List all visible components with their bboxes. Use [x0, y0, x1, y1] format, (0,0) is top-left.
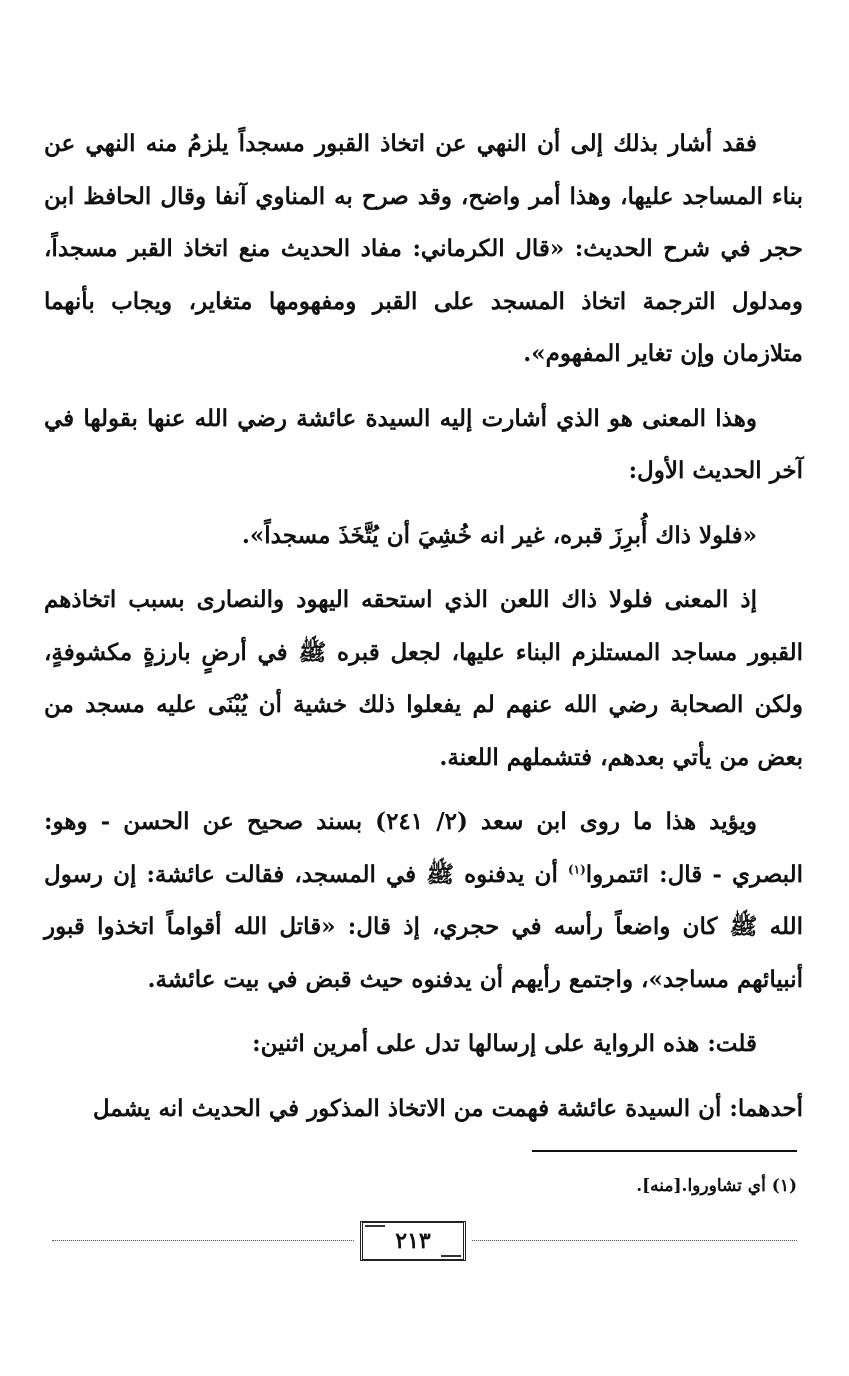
paragraph-5-part-1: ويؤيد هذا ما روى ابن سعد (٢/ ٢٤١) بسند صحيح عن الحسن - وهو: البصري - قال: ائتمروا	[44, 808, 803, 888]
paragraph-5-part-3: كان واضعاً رأسه في حجري، إذ قال: «قاتل الله أقواماً اتخذوا قبور أنبيائهم مساجد»، واجتمع رأيهم أن يدفنوه حيث قبض في بيت عائشة.	[44, 913, 803, 993]
bottom-dotted-rule-left	[52, 1240, 354, 1241]
paragraph-1: فقد أشار بذلك إلى أن النهي عن اتخاذ القبور مسجداً يلزمُ منه النهي عن بناء المساجد عليها، وهذا أمر واضح، وقد صرح به المناوي آنفا وقال الحافظ ابن حجر في شرح الحديث: «قال الكرماني: مفاد الحديث منع اتخاذ القبر مسجداً، ومدلول الترجمة اتخاذ المسجد على القبر ومفهومها متغاير، ويجاب بأنهما متلازمان وإن تغاير المفهوم».	[44, 130, 803, 367]
bottom-dotted-rule-right	[472, 1240, 797, 1241]
footnote-reference: (١)	[567, 861, 586, 876]
paragraph-6: قلت: هذه الرواية على إرسالها تدل على أمرين اثنين:	[252, 1030, 757, 1057]
paragraph-5-part-2: أن يدفنوه ﷺ في المسجد، فقالت عائشة: إن رسول الله ﷺ	[44, 860, 803, 940]
paragraph-7-text: أن السيدة عائشة فهمت من الاتخاذ المذكور في الحديث انه يشمل	[92, 1094, 722, 1122]
page-number: ٢١٣	[395, 1228, 431, 1254]
paragraph-7	[44, 1083, 803, 1136]
paragraph-7-lead: أحدهما:	[729, 1094, 803, 1122]
quote-paragraph: «فلولا ذاك أُبرِزَ قبره، غير انه خُشِيَ أن يُتَّخَذَ مسجداً».	[241, 521, 757, 549]
paragraph-4: إذ المعنى فلولا ذاك اللعن الذي استحقه اليهود والنصارى بسبب اتخاذهم القبور مساجد المستلزم البناء عليها، لجعل قبره ﷺ في أرضٍ بارزةٍ مكشوفةٍ، ولكن الصحابة رضي الله عنهم لم يفعلوا ذلك خشية أن يُبْنَى عليه مسجد من بعض من يأتي بعدهم، فتشملهم اللعنة.	[44, 586, 803, 771]
footnote-separator	[532, 1150, 797, 1152]
frame-ornament-icon	[365, 1225, 385, 1237]
page-number-frame	[360, 1221, 466, 1261]
footnote: (١) أي تشاوروا.[منه].	[636, 1176, 797, 1196]
frame-ornament-icon	[441, 1245, 461, 1257]
paragraph-2: وهذا المعنى هو الذي أشارت إليه السيدة عائشة رضي الله عنها بقولها في آخر الحديث الأول:	[44, 404, 803, 484]
paragraph-5	[44, 796, 803, 1006]
main-text	[44, 118, 803, 1135]
